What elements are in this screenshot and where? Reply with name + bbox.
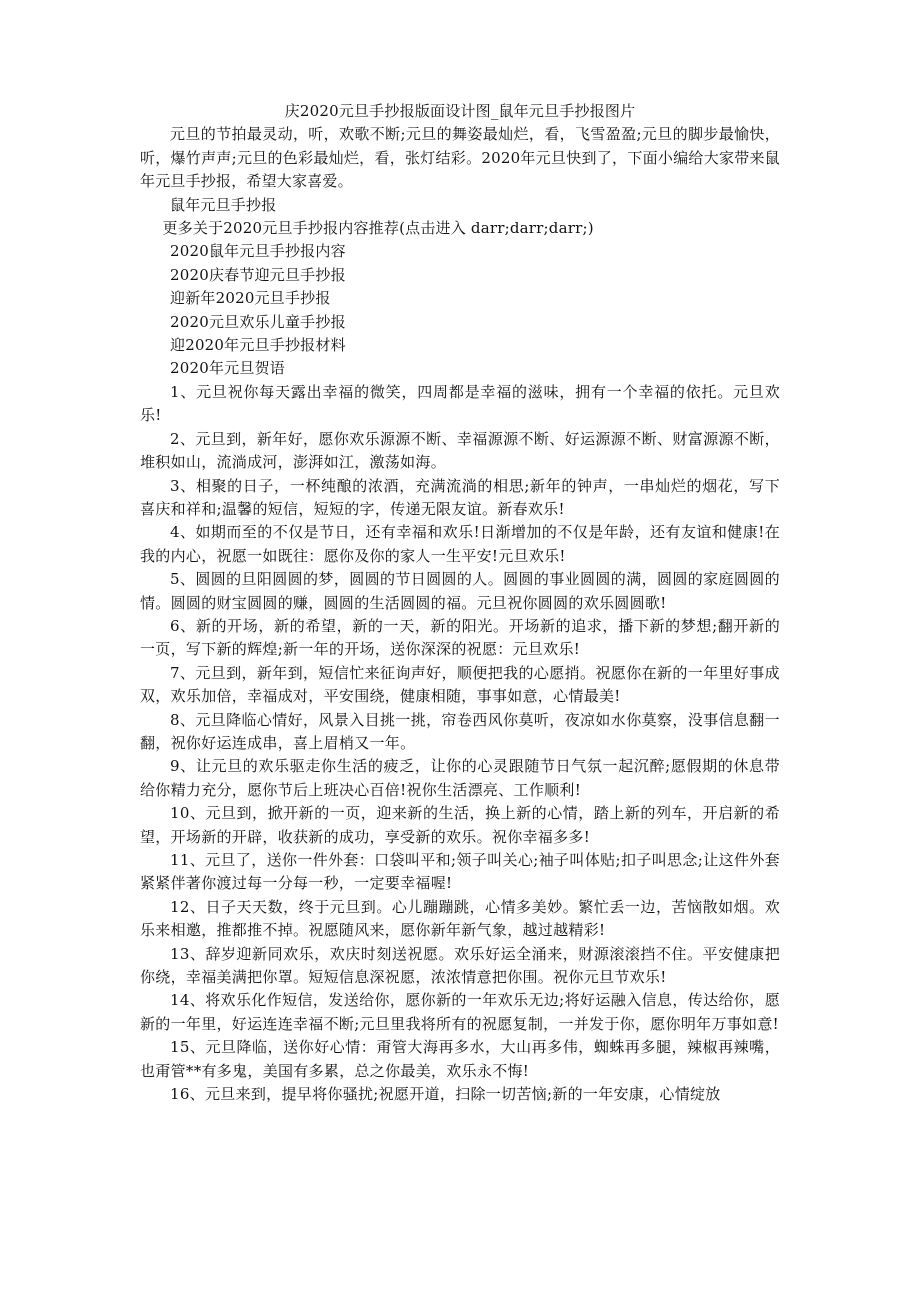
wish-paragraph: 2、元旦到，新年好，愿你欢乐源源不断、幸福源源不断、好运源源不断、财富源源不断，堆积如山，流淌成河，澎湃如江，激荡如海。: [140, 429, 780, 472]
recommendation-link[interactable]: 迎2020年元旦手抄报材料: [170, 336, 346, 355]
wish-paragraph: 11、元旦了，送你一件外套：口袋叫平和;领子叫关心;袖子叫体贴;扣子叫思念;让这件外套紧紧伴著你渡过每一分每一秒，一定要幸福喔!: [140, 851, 780, 893]
wish-paragraph: 8、元旦降临心情好，风景入目挑一挑，帘卷西风你莫听，夜凉如水你莫察，没事信息翻一翻，祝你好运连成串，喜上眉梢又一年。: [140, 710, 780, 752]
more-recommendations-line: 更多关于2020元旦手抄报内容推荐(点击进入 darr;darr;darr;): [162, 219, 594, 238]
wish-paragraph: 3、相聚的日子，一杯纯酿的浓酒，充满流淌的相思;新年的钟声，一串灿烂的烟花，写下喜庆和祥和;温馨的短信，短短的字，传递无限友谊。新春欢乐!: [140, 476, 780, 518]
section-label: 鼠年元旦手抄报: [170, 195, 277, 214]
intro-paragraph: 元旦的节拍最灵动，听，欢歌不断;元旦的舞姿最灿烂，看，飞雪盈盈;元旦的脚步最愉快，听，爆竹声声;元旦的色彩最灿烂，看，张灯结彩。2020年元旦快到了，下面小编给大家带来鼠年元旦手抄报，希望大家喜爱。: [140, 125, 780, 191]
document-page: [140, 100, 780, 1106]
wish-paragraph: 9、让元旦的欢乐驱走你生活的疲乏，让你的心灵跟随节日气氛一起沉醉;愿假期的休息带给你精力充分，愿你节后上班决心百倍!祝你生活漂亮、工作顺利!: [140, 757, 780, 799]
wish-paragraph: 15、元旦降临，送你好心情：甭管大海再多水，大山再多伟，蜘蛛再多腿，辣椒再辣嘴，也甭管**有多鬼，美国有多累，总之你最美，欢乐永不悔!: [140, 1038, 780, 1080]
wish-paragraph: 4、如期而至的不仅是节日，还有幸福和欢乐!日渐增加的不仅是年龄，还有友谊和健康!在我的内心，祝愿一如既往：愿你及你的家人一生平安!元旦欢乐!: [140, 523, 780, 565]
wish-paragraph: 1、元旦祝你每天露出幸福的微笑，四周都是幸福的滋味，拥有一个幸福的依托。元旦欢乐!: [140, 382, 780, 425]
wish-paragraph: 16、元旦来到，提早将你骚扰;祝愿开道，扫除一切苦恼;新的一年安康，心情绽放: [170, 1085, 721, 1104]
recommendation-link[interactable]: 2020鼠年元旦手抄报内容: [170, 242, 346, 261]
wish-paragraph: 10、元旦到，掀开新的一页，迎来新的生活，换上新的心情，踏上新的列车，开启新的希望，开场新的开辟，收获新的成功，享受新的欢乐。祝你幸福多多!: [140, 804, 780, 846]
recommendation-link[interactable]: 2020元旦欢乐儿童手抄报: [170, 312, 346, 331]
recommendation-link[interactable]: 迎新年2020元旦手抄报: [170, 289, 331, 308]
wish-paragraph: 13、辞岁迎新同欢乐，欢庆时刻送祝愿。欢乐好运全涌来，财源滚滚挡不住。平安健康把你绕，幸福美满把你罩。短短信息深祝愿，浓浓情意把你围。祝你元旦节欢乐!: [140, 944, 780, 987]
wish-paragraph: 5、圆圆的旦阳圆圆的梦，圆圆的节日圆圆的人。圆圆的事业圆圆的满，圆圆的家庭圆圆的情。圆圆的财宝圆圆的赚，圆圆的生活圆圆的福。元旦祝你圆圆的欢乐圆圆歌!: [140, 570, 780, 612]
document-title: 庆2020元旦手抄报版面设计图_鼠年元旦手抄报图片: [284, 102, 636, 120]
wish-paragraph: 7、元旦到，新年到，短信忙来征询声好，顺便把我的心愿捎。祝愿你在新的一年里好事成双，欢乐加倍，幸福成对，平安围绕，健康相随，事事如意，心情最美!: [140, 663, 780, 706]
wish-paragraph: 12、日子天天数，终于元旦到。心儿蹦蹦跳，心情多美妙。繁忙丢一边，苦恼散如烟。欢乐来相邀，推都推不掉。祝愿随风来，愿你新年新气象，越过越精彩!: [140, 897, 780, 940]
wishes-list: [140, 381, 780, 1107]
wish-paragraph: 6、新的开场，新的希望，新的一天，新的阳光。开场新的追求，播下新的梦想;翻开新的一页，写下新的辉煌;新一年的开场，送你深深的祝愿：元旦欢乐!: [140, 616, 780, 659]
recommendation-link[interactable]: 2020庆春节迎元旦手抄报: [170, 265, 346, 284]
recommendation-links: [140, 240, 780, 380]
recommendation-link[interactable]: 2020年元旦贺语: [170, 359, 285, 378]
wish-paragraph: 14、将欢乐化作短信，发送给你，愿你新的一年欢乐无边;将好运融入信息，传达给你，愿新的一年里，好运连连幸福不断;元旦里我将所有的祝愿复制，一并发于你，愿你明年万事如意!: [140, 991, 780, 1033]
